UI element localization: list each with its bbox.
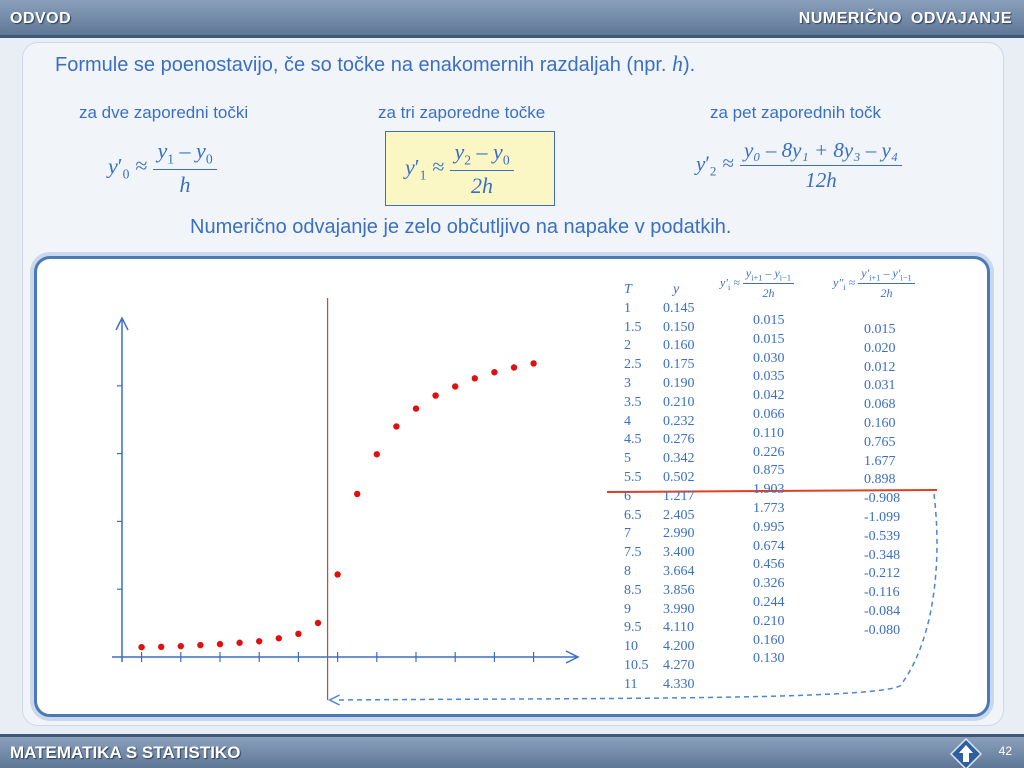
data-point (236, 640, 242, 646)
table-cell-d1: 0.244 (753, 594, 785, 610)
table-cell-d2: 0.012 (864, 359, 896, 375)
table-cell-t: 4 (624, 413, 631, 429)
data-point (295, 631, 301, 637)
table-cell-y: 3.990 (663, 601, 695, 617)
table-cell-d1: 0.042 (753, 388, 785, 404)
sensitivity-note: Numerično odvajanje je zelo občutljivo na napake v podatkih. (190, 216, 732, 238)
table-cell-d2: -0.212 (864, 566, 901, 582)
table-cell-t: 9.5 (624, 620, 642, 636)
table-cell-t: 6 (624, 488, 631, 504)
formula-three-den: 2h (471, 173, 494, 199)
intro-end: ). (683, 54, 696, 76)
data-point (256, 638, 262, 644)
table-cell-d2: -0.116 (864, 585, 900, 601)
table-cell-d1: 0.015 (753, 331, 785, 347)
table-cell-t: 4.5 (624, 432, 642, 448)
footer-bar (0, 734, 1024, 768)
table-cell-t: 1.5 (624, 319, 642, 335)
data-point (393, 423, 399, 429)
data-point (158, 644, 164, 650)
formula-three-lhs: y (405, 154, 415, 180)
table-cell-t: 2 (624, 338, 631, 354)
table-cell-d2: 1.677 (864, 453, 896, 469)
table-cell-d1: 0.674 (753, 538, 785, 554)
formula-three-points: $y'_1$ ≈ $\frac{y_2 - y_0}{2h}$ (405, 139, 514, 199)
table-cell-y: 0.342 (663, 451, 695, 467)
table-cell-y: 2.990 (663, 526, 695, 542)
table-cell-d1: 0.995 (753, 519, 785, 535)
data-point (138, 644, 144, 650)
table-cell-y: 0.502 (663, 469, 695, 485)
table-cell-t: 3 (624, 375, 631, 391)
table-cell-y: 4.270 (663, 657, 695, 673)
table-cell-d1: 0.456 (753, 557, 785, 573)
data-point (452, 383, 458, 389)
table-cell-d2: 0.068 (864, 397, 896, 413)
table-cell-d2: 0.160 (864, 415, 896, 431)
table-cell-y: 0.190 (663, 375, 695, 391)
table-cell-y: 3.400 (663, 545, 695, 561)
formula-five-num: y₀ – 8y₁ + 8y₃ – y₄ (740, 138, 902, 166)
data-point (374, 451, 380, 457)
table-cell-t: 5.5 (624, 469, 642, 485)
table-cell-t: 5 (624, 451, 631, 467)
table-cell-d2: -0.084 (864, 603, 901, 619)
table-column-d2 (864, 321, 900, 641)
data-point (197, 642, 203, 648)
first-derivative-formula: $y'_i$ ≈ $\frac{y_{i+1} - y_{i-1}}{2h}$ (720, 266, 794, 301)
label-five-points: za pet zaporednih točk (710, 103, 882, 122)
table-cell-d1: 0.326 (753, 576, 785, 592)
data-point (334, 571, 340, 577)
table-cell-d1: 0.015 (753, 313, 785, 328)
formula-five-lhs-sub: 2 (709, 163, 717, 179)
table-cell-t: 8.5 (624, 582, 642, 598)
table-cell-t: 1 (624, 300, 631, 316)
data-point (217, 641, 223, 647)
up-arrow-icon[interactable] (950, 738, 982, 768)
table-cell-d1: 0.160 (753, 632, 785, 648)
table-cell-d1: 0.875 (753, 463, 785, 479)
table-cell-d1: 0.110 (753, 425, 784, 441)
data-point (276, 635, 282, 641)
table-cell-y: 4.200 (663, 639, 695, 655)
formula-three-rel: ≈ (432, 154, 445, 180)
table-cell-t: 7 (624, 526, 631, 542)
table-cell-y: 4.110 (663, 620, 694, 636)
formula-two-points: $y'_0$ ≈ $\frac{y_1 - y_0}{h}$ (108, 138, 217, 198)
table-cell-y: 0.160 (663, 338, 695, 354)
intro-h: h (672, 51, 684, 76)
connector-arrowhead (330, 695, 340, 705)
formula-two-lhs-sub: 0 (122, 166, 130, 182)
table-cell-d2: -0.908 (864, 491, 901, 507)
data-point (472, 375, 478, 381)
data-point (413, 405, 419, 411)
table-cell-t: 9 (624, 601, 631, 617)
data-point (491, 369, 497, 375)
table-column-y (663, 281, 695, 695)
table-cell-t: 7.5 (624, 545, 642, 561)
table-cell-d1: 0.066 (753, 406, 785, 422)
table-cell-d2: -1.099 (864, 509, 901, 525)
header-title-right: NUMERIČNO ODVAJANJE (798, 10, 1012, 27)
chart-axes (112, 318, 578, 663)
label-two-points: za dve zaporedni točki (79, 103, 249, 122)
table-cell-d2: 0.020 (864, 340, 896, 356)
table-header-y: y (673, 282, 680, 297)
label-three-points: za tri zaporedne točke (378, 103, 546, 122)
table-cell-d2: 0.765 (864, 434, 896, 450)
table-cell-t: 11 (624, 676, 638, 692)
formula-three-lhs-sub: 1 (419, 167, 427, 183)
table-cell-y: 0.210 (663, 394, 695, 410)
formula-two-lhs: y (108, 153, 118, 179)
data-point (178, 643, 184, 649)
table-cell-d2: -0.348 (864, 547, 901, 563)
table-cell-d2: -0.539 (864, 528, 901, 544)
table-cell-y: 2.405 (663, 507, 695, 523)
table-cell-d1: 0.226 (753, 444, 785, 460)
footer-title: MATEMATIKA S STATISTIKO (10, 743, 241, 762)
header-title-left: ODVOD (10, 10, 72, 27)
table-cell-y: 0.145 (663, 300, 695, 316)
formula-five-points: $y'_2$ ≈ $\frac{\text{y₀ – 8y₁ + 8y₃ – y₄}}{12h}$ (696, 138, 902, 193)
chart-points (138, 360, 536, 650)
table-column-d1 (753, 312, 785, 669)
table-cell-d2: 0.031 (864, 378, 896, 394)
table-cell-y: 0.150 (663, 319, 695, 335)
data-point (530, 360, 536, 366)
table-cell-d1: 0.210 (753, 613, 785, 629)
formula-two-den: h (179, 172, 191, 198)
intro-text-main: Formule se poenostavijo, če so točke na enakomernih razdaljah (npr. (55, 54, 673, 76)
table-cell-t: 6.5 (624, 507, 642, 523)
table-cell-t: 3.5 (624, 394, 642, 410)
table-cell-d1: 0.035 (753, 369, 785, 385)
formula-five-rel: ≈ (722, 151, 734, 176)
second-derivative-formula: $y''_i$ ≈ $\frac{y'_{i+1} - y'_{i-1}}{2h}$ (833, 266, 915, 301)
table-cell-y: 0.276 (663, 432, 695, 448)
table-cell-d1: 0.130 (753, 651, 785, 667)
table-cell-y: 0.232 (663, 413, 695, 429)
formula-five-den: 12h (805, 168, 837, 192)
table-cell-t: 10 (624, 639, 638, 655)
page-number: 42 (998, 744, 1012, 758)
table-cell-d1: 0.030 (753, 350, 785, 366)
table-cell-d2: 0.015 (864, 322, 896, 337)
table-cell-t: 2.5 (624, 357, 642, 373)
data-point (315, 620, 321, 626)
table-cell-y: 4.330 (663, 676, 695, 692)
table-cell-d1: 1.903 (753, 482, 785, 498)
data-point (432, 392, 438, 398)
table-cell-y: 3.664 (663, 563, 695, 579)
formula-five-lhs: y (696, 151, 706, 176)
table-cell-d1: 1.773 (753, 500, 785, 516)
data-point (511, 364, 517, 370)
table-cell-y: 0.175 (663, 357, 695, 373)
data-point (354, 491, 360, 497)
formula-two-rel: ≈ (135, 153, 148, 179)
table-cell-d2: -0.080 (864, 622, 901, 638)
table-cell-y: 1.217 (663, 488, 695, 504)
table-cell-d2: 0.898 (864, 472, 896, 488)
table-cell-y: 3.856 (663, 582, 695, 598)
table-cell-t: 10.5 (624, 657, 649, 673)
table-header-t: T (624, 282, 632, 297)
table-column-t (624, 281, 649, 695)
table-cell-t: 8 (624, 563, 631, 579)
